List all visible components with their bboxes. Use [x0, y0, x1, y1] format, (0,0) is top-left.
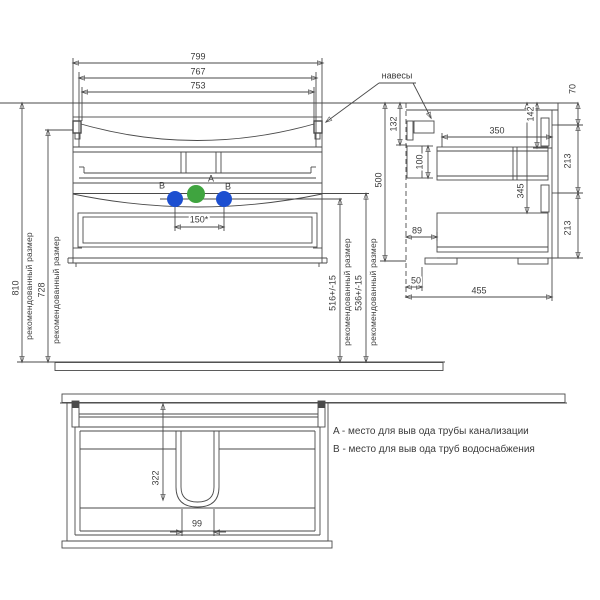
dim-cutout-width: 99	[191, 518, 203, 529]
plan-view	[60, 394, 567, 548]
dim-width-mid: 767	[190, 66, 206, 77]
legend-line-b: B - место для выв ода труб водоснабжения	[333, 444, 535, 455]
front-view	[0, 58, 578, 371]
label-point-b-right: B	[224, 181, 232, 192]
dim-wall-gap: 89	[411, 225, 423, 236]
dim-width-overall: 799	[190, 51, 206, 62]
dim-drawer-gap: 345	[515, 183, 526, 199]
dim-top-inset: 142	[525, 106, 536, 122]
dim-foot-inset: 50	[410, 275, 422, 286]
dim-rail-height: 100	[414, 154, 425, 170]
note-recommended-2: рекомендованный размер	[50, 236, 61, 344]
dim-cutout-depth: 322	[150, 470, 161, 486]
dim-height-mount: 728	[36, 282, 47, 298]
dim-drain-outlet-height: 536+/-15	[353, 275, 364, 311]
dim-water-outlet-height: 516+/-15	[327, 275, 338, 311]
label-point-b-left: B	[158, 180, 166, 191]
water-point-b-left	[167, 191, 183, 207]
dim-mount-offset: 132	[388, 116, 399, 132]
dim-depth-total: 455	[471, 285, 487, 296]
dim-height-floor: 810	[10, 280, 21, 296]
label-point-a: A	[207, 173, 215, 184]
dim-drawer-front-upper: 213	[562, 153, 573, 169]
side-view	[326, 83, 583, 301]
note-recommended-4: рекомендованный размер	[367, 238, 378, 346]
dim-pipe-spacing: 150*	[189, 214, 209, 225]
dim-height-cabinet: 500	[373, 172, 384, 188]
water-point-b-right	[216, 191, 232, 207]
dim-width-top: 753	[190, 80, 206, 91]
dim-drawer-front-lower: 213	[562, 220, 573, 236]
dim-apron: 70	[567, 83, 578, 95]
note-recommended-3: рекомендованный размер	[341, 238, 352, 346]
label-hangers: навесы	[381, 70, 413, 81]
note-recommended-1: рекомендованный размер	[23, 232, 34, 340]
legend-line-a: A - место для выв ода трубы канализации	[333, 426, 529, 437]
dim-depth-body: 350	[489, 125, 505, 136]
drain-point-a	[187, 185, 205, 203]
